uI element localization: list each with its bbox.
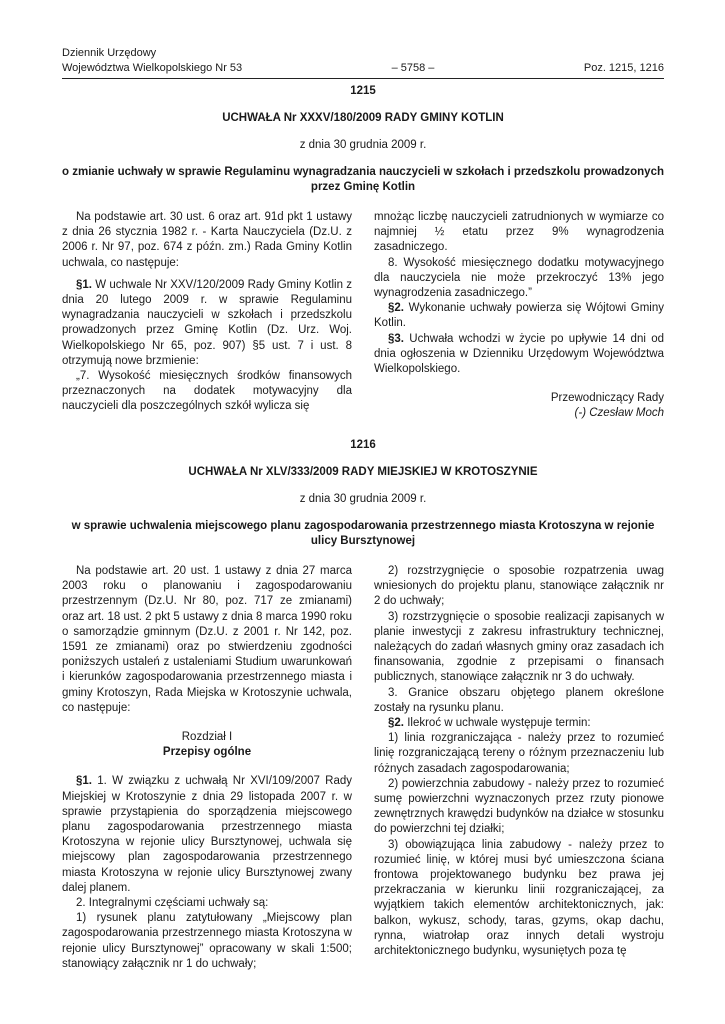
resolution-number: 1215 (350, 85, 376, 97)
section-text: Ilekroć w uchwale występuje termin: (404, 717, 591, 730)
signature-name (374, 406, 664, 421)
item-3: 3) rozstrzygnięcie o sposobie realizacji zapisanych w planie inwestycji z zakresu infrastruktury technicznej, należących do zadań własnych gminy oraz zasadach ich finansowania, zgodnie z przepisami o finansach publicznych, stanowiące załącznik nr 3 do uchwały. (374, 610, 664, 684)
point-3: 3. Granice obszaru objętego planem określone zostały na rysunku planu. (374, 686, 664, 714)
section-label: §2. (388, 717, 404, 730)
resolution-1215-heading (62, 84, 664, 195)
signature-name-text: (-) Czesław Moch (574, 407, 664, 420)
definition-2: 2) powierzchnia zabudowy - należy przez to rozumieć sumę powierzchni wyznaczonych przez rzuty pionowe zewnętrznych krawędzi budynków na działce w stosunku do powierzchni tej działki; (374, 777, 664, 836)
paragraph-continued: mnożąc liczbę nauczycieli zatrudnionych w wymiarze co najmniej ½ etatu przez 9% wynagrodzenia zasadniczego. (374, 211, 664, 254)
paragraph-3 (374, 332, 664, 378)
resolution-number: 1216 (350, 439, 376, 451)
section-text: W uchwale Nr XXV/120/2009 Rady Gminy Kotlin z dnia 20 lutego 2009 r. w sprawie Regulaminu wynagradzania nauczycieli w szkołach i przedszkolu prowadzonych przez Gminę Kotlin (Dz. Urz. Woj. Wielkopolskiego Nr 65, poz. 907) §5 ust. 7 i ust. 8 otrzymują nowe brzmienie: (62, 278, 352, 367)
resolution-subject: o zmianie uchwały w sprawie Regulaminu wynagradzania nauczycieli w szkołach i przedszkolu prowadzonych przez Gminę Kotlin (62, 166, 664, 193)
paragraph-1 (62, 278, 352, 369)
chapter-title: Przepisy ogólne (162, 746, 252, 759)
signature-role: Przewodniczący Rady (550, 392, 664, 405)
quoted-point-7: „7. Wysokość miesięcznych środków finansowych przeznaczonych na dodatek motywacyjny dla nauczycieli dla poszczególnych szkół wylicza się (62, 370, 352, 413)
right-column (374, 564, 664, 972)
page-header (62, 46, 664, 79)
definition-3: 3) obowiązująca linia zabudowy - należy przez to rozumieć linię, w której musi być umieszczona ściana frontowa projektowanego budynku bez prawa jej przekraczania w kierunku linii rozgraniczającej, za wyjątkiem takich elementów architektonicznych, jak: balkon, wykusz, schody, taras, gzyms, okap dachu, rynna, wiatrołap oraz innych detali wystroju architektonicznego budynku, wysuniętych poza tę (374, 838, 664, 958)
header-row (62, 61, 664, 79)
section-label: §1. (76, 775, 92, 788)
chapter-number: Rozdział I (181, 731, 233, 744)
section-text: Uchwała wchodzi w życie po upływie 14 dni od dnia ogłoszenia w Dzienniku Urzędowym Województwa Wielkopolskiego. (374, 332, 664, 376)
resolution-1215-body (62, 210, 664, 422)
point-2: 2. Integralnymi częściami uchwały są: (76, 897, 269, 910)
resolution-subject: w sprawie uchwalenia miejscowego planu zagospodarowania przestrzennego miasta Krotoszyna w rejonie ulicy Bursztynowej (71, 520, 655, 547)
item-1: 1) rysunek planu zatytułowany „Miejscowy plan zagospodarowania przestrzennego miasta Krotoszyna w rejonie ulicy Bursztynowej” opracowany w skali 1:500; stanowiący załącznik nr 1 do uchwały; (62, 912, 352, 970)
section-text: 1. W związku z uchwałą Nr XVI/109/2007 Rady Miejskiej w Krotoszynie z dnia 29 listopada 2007 r. w sprawie przystąpienia do sporządzenia miejscowego planu zagospodarowania przestrzennego miasta Krotoszyna w rejonie ulicy Bursztynowej, uchwala się miejscowy plan zagospodarowania przestrzennego miasta Krotoszyna w rejonie ulicy Bursztynowej zwany dalej planem. (62, 775, 352, 894)
resolution-1216-heading (62, 438, 664, 549)
position-number: Poz. 1215, 1216 (583, 62, 664, 74)
left-column (62, 564, 352, 972)
paragraph-2 (374, 301, 664, 331)
preamble: Na podstawie art. 20 ust. 1 ustawy z dnia 27 marca 2003 roku o planowaniu i zagospodarowaniu przestrzennym (Dz.U. Nr 80, poz. 717 ze zmianami) oraz art. 18 ust. 2 pkt 5 ustawy z dnia 8 marca 1990 roku o samorządzie gminnym (Dz.U. z 2001 r. Nr 142, poz. 1591 ze zmianami) oraz po stwierdzeniu zgodności poniższych ustaleń z ustaleniami Studium uwarunkowań i kierunków zagospodarowania przestrzennego miasta i gminy Krotoszyn, Rada Miejska w Krotoszynie uchwala, co następuje: (62, 565, 352, 714)
preamble: Na podstawie art. 30 ust. 6 oraz art. 91d pkt 1 ustawy z dnia 26 stycznia 1982 r. - Karta Nauczyciela (Dz.U. z 2006 r. Nr 97, poz. 674 z późn. zm.) Rada Gminy Kotlin uchwala, co następuje: (62, 211, 352, 269)
item-2: 2) rozstrzygnięcie o sposobie rozpatrzenia uwag wniesionych do projektu planu, stanowiące załącznik nr 2 do uchwały; (374, 565, 664, 608)
journal-name-line1: Dziennik Urzędowy (62, 47, 157, 59)
definition-1: 1) linia rozgraniczająca - należy przez to rozumieć linię rozgraniczającą tereny o różnym przeznaczeniu lub różnych zasadach zagospodarowania; (374, 732, 664, 775)
resolution-title: UCHWAŁA Nr XLV/333/2009 RADY MIEJSKIEJ W KROTOSZYNIE (188, 466, 538, 478)
section-label: §3. (388, 332, 404, 345)
resolution-title: UCHWAŁA Nr XXXV/180/2009 RADY GMINY KOTLIN (222, 112, 504, 124)
quoted-point-8: 8. Wysokość miesięcznego dodatku motywacyjnego dla nauczyciela nie może przekroczyć 13% jego wynagrodzenia zasadniczego.” (374, 256, 664, 300)
page-number: – 5758 – (391, 62, 435, 74)
section-text: Wykonanie uchwały powierza się Wójtowi Gminy Kotlin. (374, 302, 664, 330)
section-label: §1. (76, 278, 92, 291)
right-column (374, 210, 664, 422)
left-column (62, 210, 352, 422)
resolution-date: z dnia 30 grudnia 2009 r. (299, 493, 427, 505)
resolution-date: z dnia 30 grudnia 2009 r. (299, 139, 427, 151)
section-label: §2. (388, 302, 404, 315)
resolution-1216-body (62, 564, 664, 972)
journal-name-line2: Województwa Wielkopolskiego Nr 53 (62, 62, 243, 74)
paragraph-1 (62, 774, 352, 896)
paragraph-2 (374, 716, 664, 731)
